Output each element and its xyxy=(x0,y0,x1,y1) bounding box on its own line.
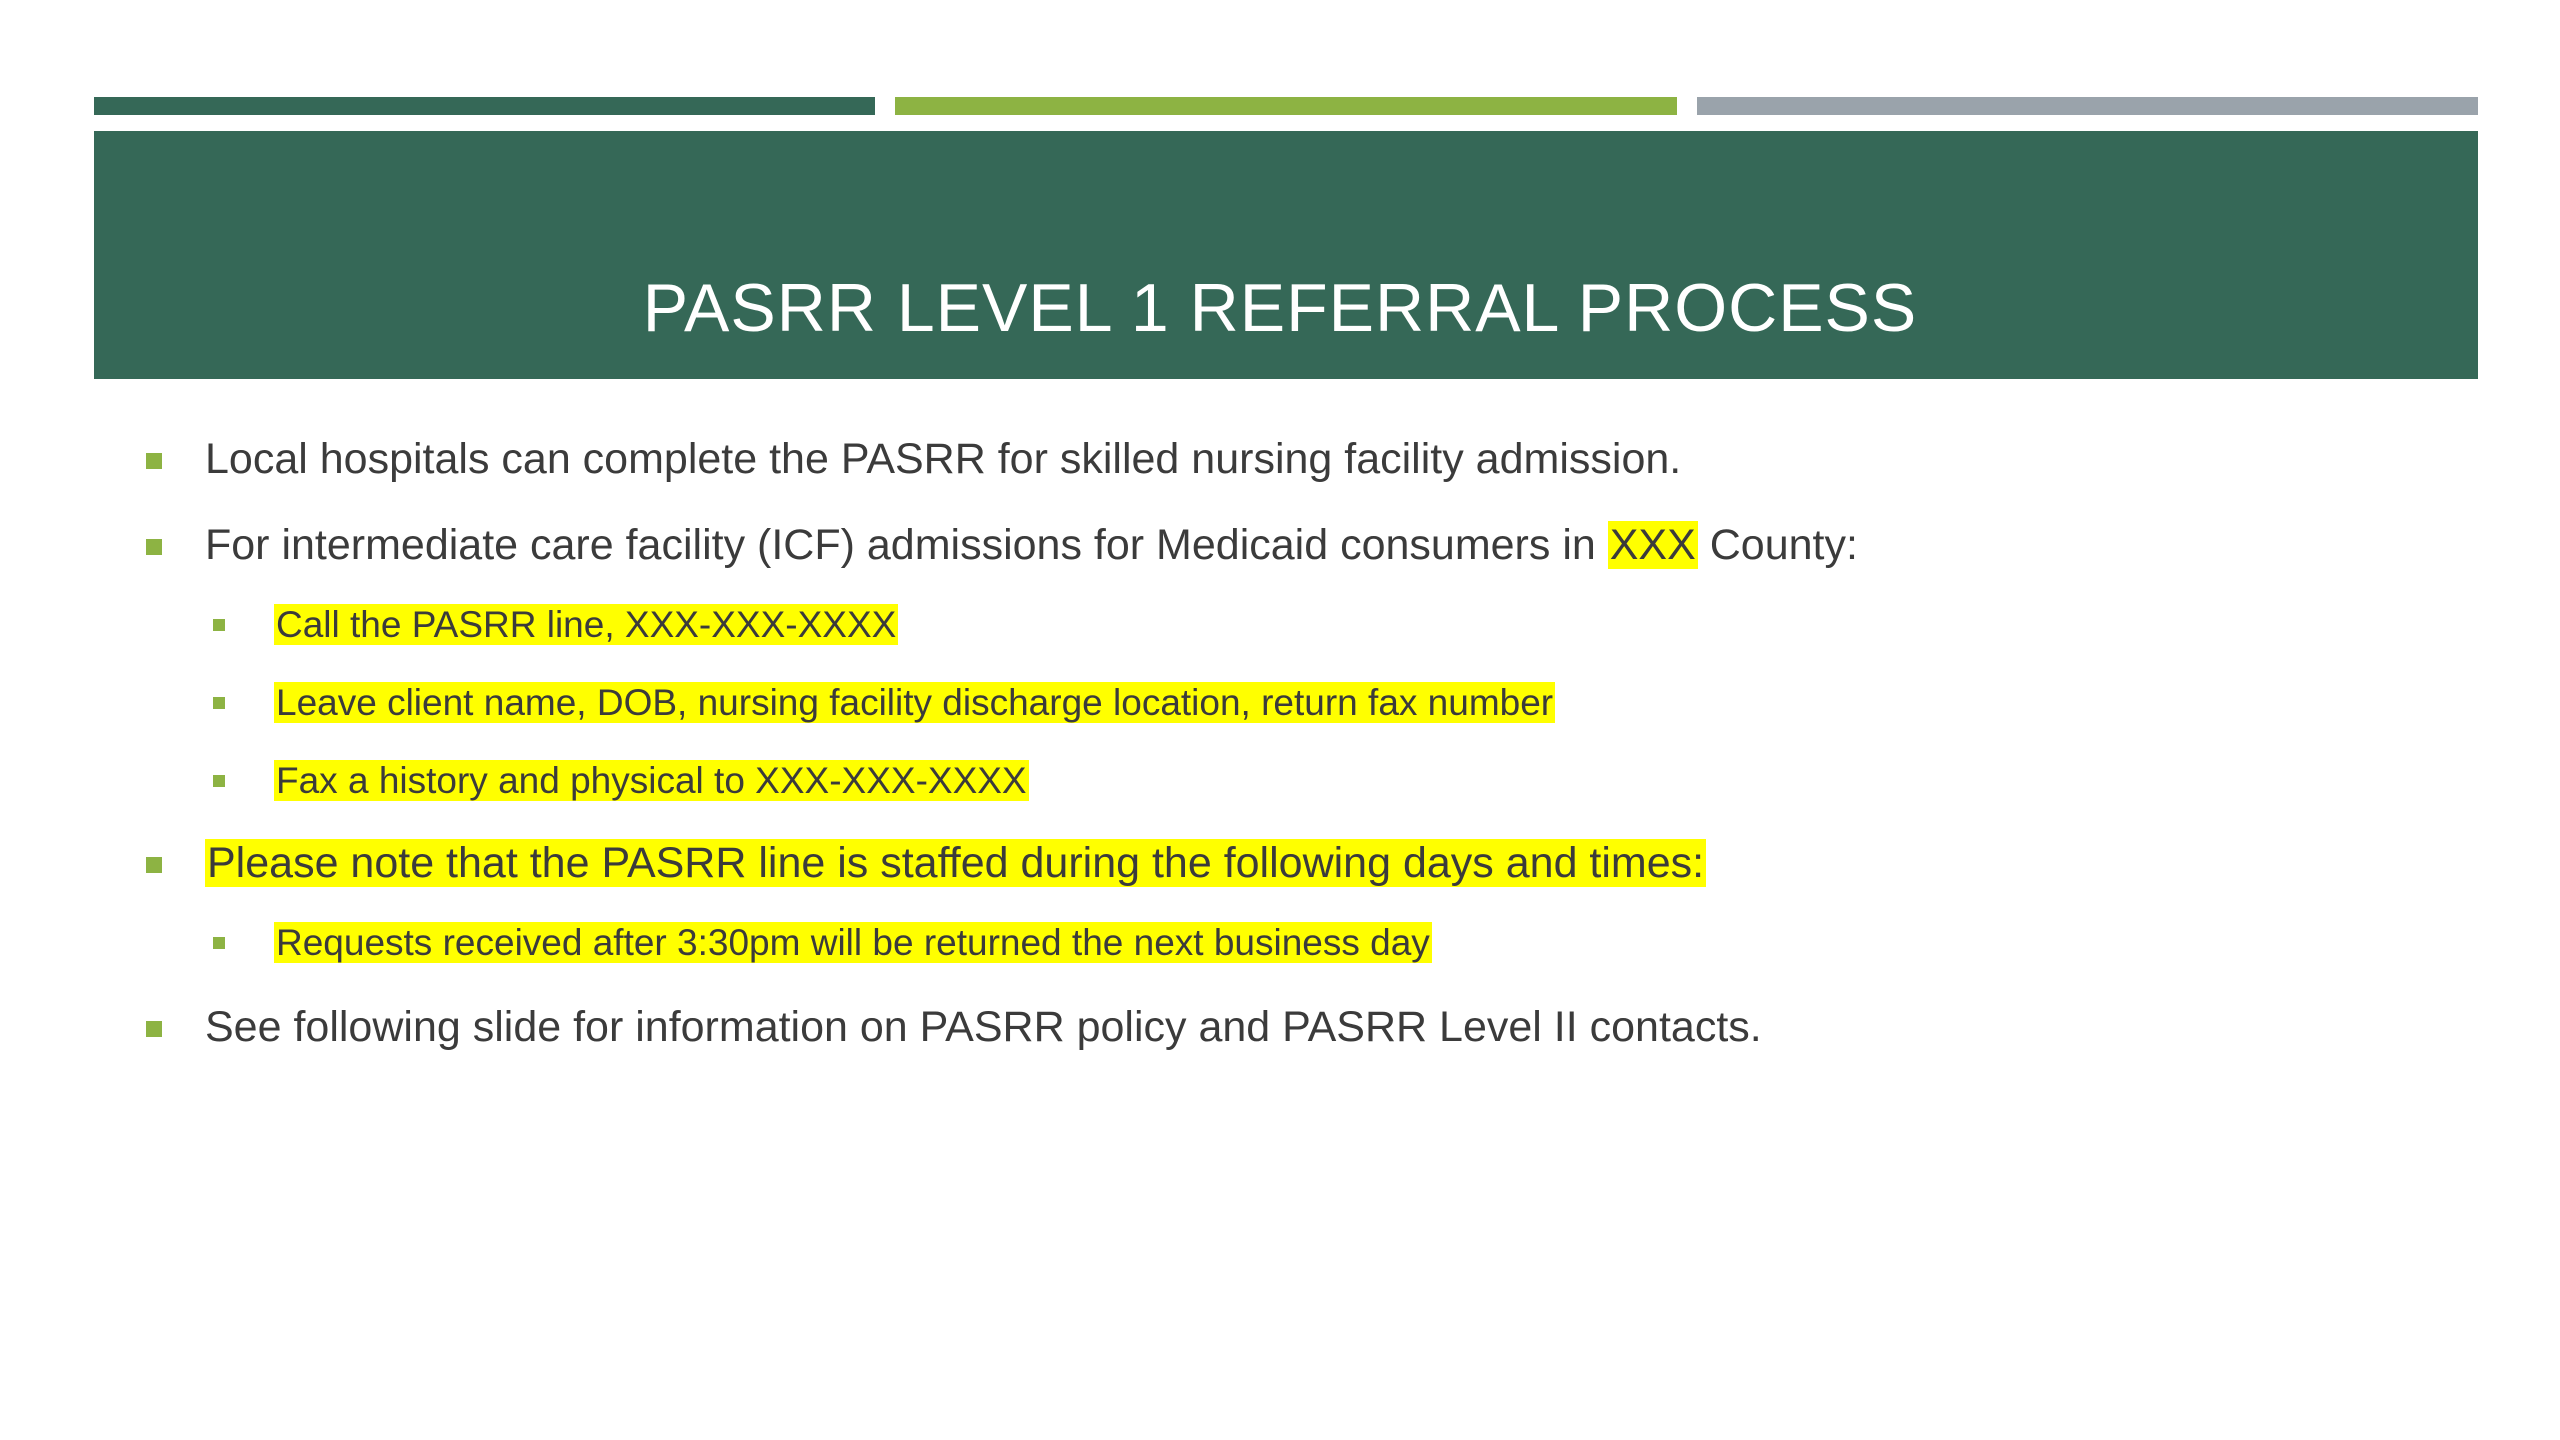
highlighted-text: Call the PASRR line, XXX-XXX-XXXX xyxy=(276,604,897,645)
accent-bar-gray xyxy=(1697,97,2478,115)
bullet-square-icon xyxy=(213,619,225,631)
highlighted-text: Leave client name, DOB, nursing facility discharge location, return fax number xyxy=(276,682,1554,723)
bullet-square-icon xyxy=(146,539,162,555)
slide-title: PASRR LEVEL 1 REFERRAL PROCESS xyxy=(642,270,1918,346)
sub-bullet-text xyxy=(274,756,1029,806)
bullet-text-prefix: For intermediate care facility (ICF) admissions for Medicaid consumers in xyxy=(205,521,1608,569)
bullet-square-icon xyxy=(213,775,225,787)
bullet-text xyxy=(205,516,1858,574)
bullet-square-icon xyxy=(146,857,162,873)
bullet-square-icon xyxy=(213,697,225,709)
bullet-square-icon xyxy=(146,1021,162,1037)
highlighted-text: Requests received after 3:30pm will be returned the next business day xyxy=(276,922,1430,963)
top-accent-bars xyxy=(94,97,2478,115)
sub-bullet-text xyxy=(274,678,1555,728)
bullet-text: See following slide for information on PASRR policy and PASRR Level II contacts. xyxy=(205,1003,1762,1051)
bullet-text: Local hospitals can complete the PASRR for skilled nursing facility admission. xyxy=(205,435,1682,483)
bullet-text xyxy=(205,834,1706,892)
sub-bullet-text xyxy=(274,600,898,650)
accent-bar-light-green xyxy=(895,97,1677,115)
highlighted-text: Please note that the PASRR line is staffed during the following days and times: xyxy=(207,839,1705,887)
bullet-text-suffix: County: xyxy=(1697,521,1858,569)
sub-bullet-text xyxy=(274,918,1432,968)
accent-bar-dark-green xyxy=(94,97,875,115)
highlighted-county: XXX xyxy=(1609,521,1696,569)
bullet-square-icon xyxy=(213,937,225,949)
bullet-square-icon xyxy=(146,453,162,469)
highlighted-text: Fax a history and physical to XXX-XXX-XXXX xyxy=(276,760,1027,801)
